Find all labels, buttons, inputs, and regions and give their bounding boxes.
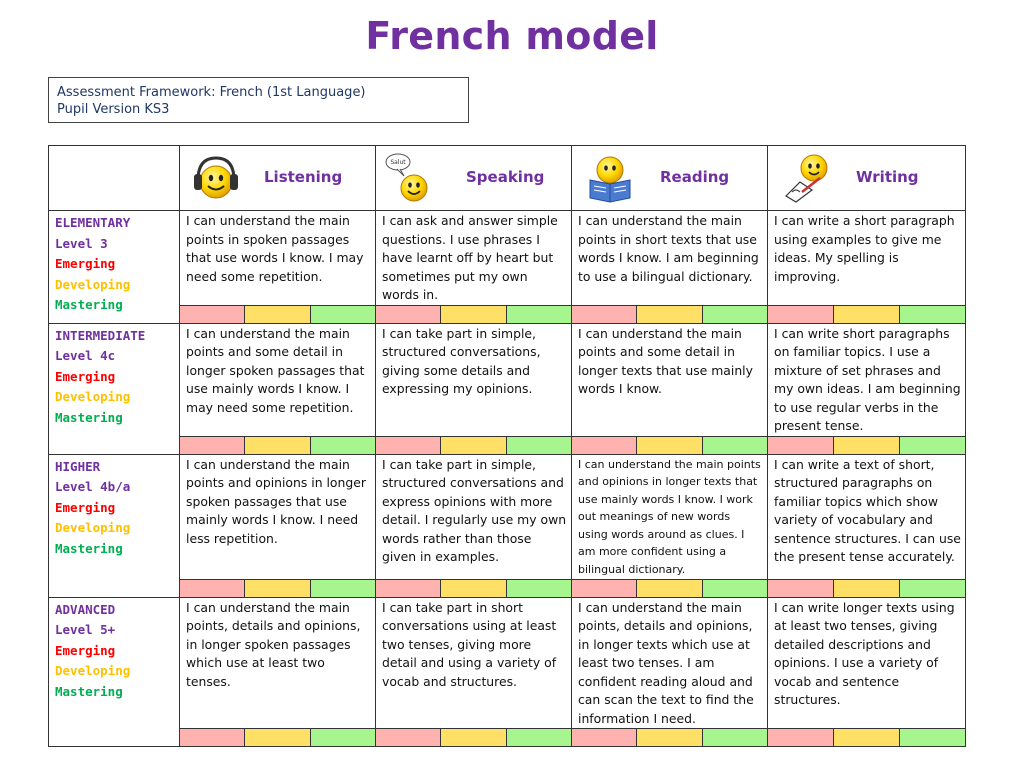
speaking-descriptor: I can take part in simple, structured conversations, giving some details and expressing my opinions. xyxy=(376,323,572,436)
label-emerging: Emerging xyxy=(55,256,116,271)
smiley-speech-bubble-icon xyxy=(384,152,436,204)
header-label-writing: Writing xyxy=(856,168,919,186)
reading-descriptor: I can understand the main points in short texts that use words I know. I am beginning to use a bilingual dictionary. xyxy=(572,211,768,306)
header-writing xyxy=(768,146,966,211)
level-number: Level 5+ xyxy=(55,622,116,637)
reading-progress-bar xyxy=(572,305,768,323)
header-row xyxy=(49,146,966,211)
level-name: ELEMENTARY xyxy=(55,215,131,230)
level-row-intermediate xyxy=(49,323,966,436)
writing-progress-bar xyxy=(768,729,966,747)
level-number: Level 4b/a xyxy=(55,479,131,494)
listening-progress-bar xyxy=(180,436,376,454)
speaking-progress-bar xyxy=(376,436,572,454)
reading-progress-bar xyxy=(572,436,768,454)
reading-descriptor: I can understand the main points and opinions in longer texts that use mainly words I know. I work out meanings of new words using words around as clues. I am more confident using a bilingual dictionary. xyxy=(572,454,768,579)
level-name: INTERMEDIATE xyxy=(55,327,146,343)
assessment-grid xyxy=(48,145,966,747)
progress-bar-row xyxy=(49,729,966,747)
header-listening xyxy=(180,146,376,211)
header-reading xyxy=(572,146,768,211)
listening-progress-bar xyxy=(180,729,376,747)
writing-descriptor: I can write longer texts using at least two tenses, giving detailed descriptions and opinions. I use a variety of vocab and sentence structures. xyxy=(768,597,966,729)
speaking-progress-bar xyxy=(376,579,572,597)
speaking-progress-bar xyxy=(376,305,572,323)
speaking-descriptor: I can take part in short conversations using at least two tenses, giving more detail and using a variety of vocab and structures. xyxy=(376,597,572,729)
listening-descriptor: I can understand the main points in spoken passages that use words I know. I may need some repetition. xyxy=(180,211,376,306)
level-row-advanced xyxy=(49,597,966,729)
label-emerging: Emerging xyxy=(55,368,116,384)
writing-progress-bar xyxy=(768,579,966,597)
header-corner xyxy=(49,146,180,211)
label-mastering: Mastering xyxy=(55,540,123,556)
listening-descriptor: I can understand the main points and some detail in longer spoken passages that use mainly words I know. I may need some repetition. xyxy=(180,323,376,436)
writing-progress-bar xyxy=(768,436,966,454)
writing-descriptor: I can write a text of short, structured paragraphs on familiar topics which show variety of vocabulary and sentence structures. I can use the present tense accurately. xyxy=(768,454,966,579)
smiley-headphones-icon xyxy=(190,152,242,204)
header-label-reading: Reading xyxy=(660,168,730,186)
label-developing: Developing xyxy=(55,389,131,404)
framework-version: Pupil Version KS3 xyxy=(57,102,170,117)
reading-progress-bar xyxy=(572,579,768,597)
listening-descriptor: I can understand the main points and opinions in longer spoken passages that use mainly words I know. I need less repetition. xyxy=(180,454,376,579)
writing-descriptor: I can write a short paragraph using examples to give me ideas. My spelling is improving. xyxy=(768,211,966,306)
reading-descriptor: I can understand the main points and some detail in longer texts that use mainly words I know. xyxy=(572,323,768,436)
listening-descriptor: I can understand the main points, details and opinions, in longer spoken passages which use at least two tenses. xyxy=(180,597,376,729)
page-title: French model xyxy=(365,14,659,58)
reading-progress-bar xyxy=(572,729,768,747)
header-label-listening: Listening xyxy=(264,168,343,186)
level-row-higher xyxy=(49,454,966,579)
writing-progress-bar xyxy=(768,305,966,323)
label-developing: Developing xyxy=(55,663,131,678)
level-cell xyxy=(49,597,180,747)
header-speaking xyxy=(376,146,572,211)
level-name: ADVANCED xyxy=(55,601,116,617)
smiley-reading-book-icon xyxy=(586,152,638,204)
level-name: HIGHER xyxy=(55,458,101,474)
writing-descriptor: I can write short paragraphs on familiar topics. I use a mixture of set phrases and my own ideas. I am beginning to use regular verbs in the present tense. xyxy=(768,323,966,436)
level-cell xyxy=(49,323,180,454)
level-number: Level 4c xyxy=(55,348,116,363)
label-developing: Developing xyxy=(55,276,131,292)
label-mastering: Mastering xyxy=(55,683,123,699)
progress-bar-row xyxy=(49,579,966,597)
level-row-elementary xyxy=(49,211,966,306)
framework-box xyxy=(48,77,469,123)
label-emerging: Emerging xyxy=(55,499,116,515)
speaking-descriptor: I can take part in simple, structured conversations and express opinions with more detail. I regularly use my own words rather than those given in examples. xyxy=(376,454,572,579)
smiley-writing-icon xyxy=(782,152,834,204)
speaking-progress-bar xyxy=(376,729,572,747)
speaking-descriptor: I can ask and answer simple questions. I use phrases I have learnt off by heart but sometimes put my own words in. xyxy=(376,211,572,306)
reading-descriptor: I can understand the main points, details and opinions, in longer texts which use at least two tenses. I am confident reading aloud and can scan the text to find the information I need. xyxy=(572,597,768,729)
label-developing: Developing xyxy=(55,520,131,535)
label-mastering: Mastering xyxy=(55,297,123,312)
level-number: Level 3 xyxy=(55,235,108,251)
progress-bar-row xyxy=(49,436,966,454)
listening-progress-bar xyxy=(180,579,376,597)
level-cell xyxy=(49,211,180,324)
listening-progress-bar xyxy=(180,305,376,323)
speech-bubble-text: Salut xyxy=(390,159,406,166)
label-emerging: Emerging xyxy=(55,642,116,658)
label-mastering: Mastering xyxy=(55,409,123,425)
progress-bar-row xyxy=(49,305,966,323)
level-cell xyxy=(49,454,180,597)
framework-title: Assessment Framework: French (1st Language) xyxy=(57,85,366,100)
header-label-speaking: Speaking xyxy=(466,168,545,186)
